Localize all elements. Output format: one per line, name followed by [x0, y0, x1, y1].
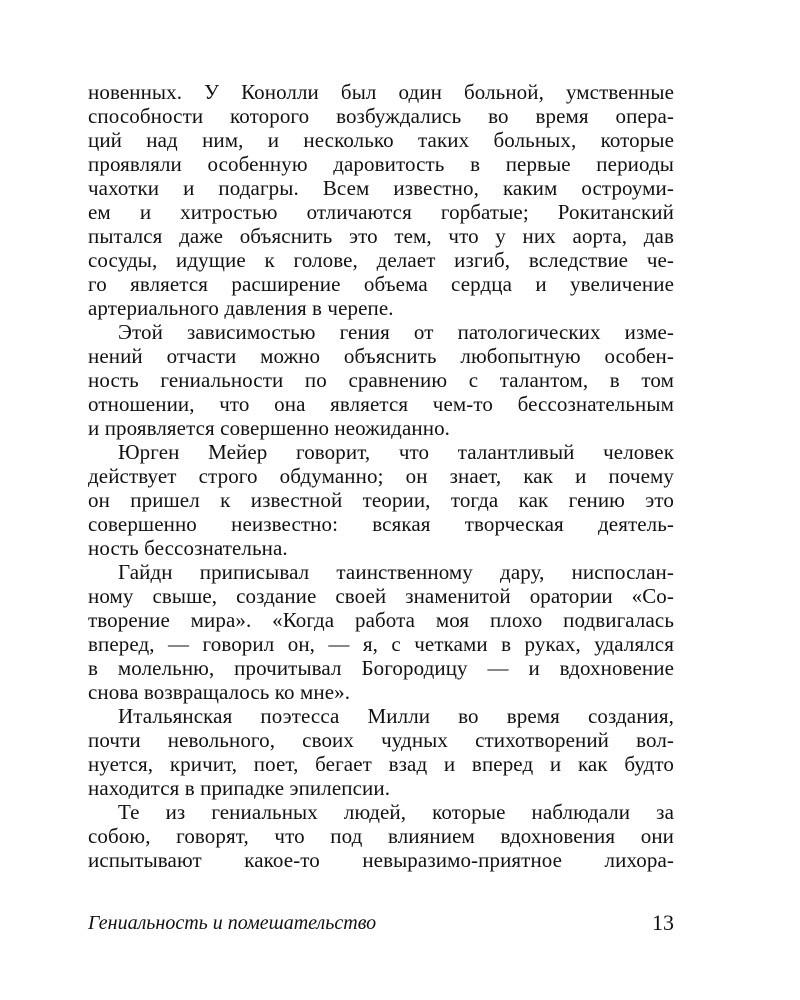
text-line: испытывают какое-то невыразимо-приятное лихора-	[88, 848, 674, 872]
text-line: творение мира». «Когда работа моя плохо подвигалась	[88, 608, 674, 632]
text-line: Итальянская поэтесса Милли во время создания,	[118, 704, 674, 728]
text-line: собою, говорят, что под влиянием вдохновения они	[88, 824, 674, 848]
text-line: Юрген Мейер говорит, что талантливый человек	[118, 440, 674, 464]
paragraph	[88, 440, 674, 560]
page-number: 13	[652, 910, 674, 935]
text-line: нений отчасти можно объяснить любопытную особен-	[88, 344, 674, 368]
running-title: Гениальность и помешательство	[88, 912, 377, 934]
paragraph	[88, 704, 674, 800]
text-line: совершенно неизвестно: всякая творческая деятель-	[88, 512, 674, 536]
text-line: сосуды, идущие к голове, делает изгиб, вследствие че-	[88, 248, 674, 272]
text-line: ность гениальности по сравнению с талантом, в том	[88, 368, 674, 392]
text-line: способности которого возбуждались во время опера-	[88, 104, 674, 128]
text-line: Те из гениальных людей, которые наблюдали за	[118, 800, 674, 824]
text-line: артериального давления в черепе.	[88, 296, 394, 320]
text-line: действует строго обдуманно; он знает, как и почему	[88, 464, 674, 488]
text-line: в молельню, прочитывал Богородицу — и вдохновение	[88, 656, 674, 680]
paragraph	[88, 560, 674, 704]
text-line: ем и хитростью отличаются горбатые; Рокитанский	[88, 200, 674, 224]
text-line: он пришел к известной теории, тогда как гению это	[88, 488, 674, 512]
page-footer	[88, 908, 674, 938]
paragraph	[88, 800, 674, 872]
text-line: почти невольного, своих чудных стихотворений вол-	[88, 728, 674, 752]
text-line: находится в припадке эпилепсии.	[88, 776, 391, 800]
text-line: и проявляется совершенно неожиданно.	[88, 416, 451, 440]
text-line: снова возвращалось ко мне».	[88, 680, 351, 704]
text-line: ций над ним, и несколько таких больных, которые	[88, 128, 674, 152]
text-line: го является расширение объема сердца и увеличение	[88, 272, 674, 296]
paragraph	[88, 80, 674, 320]
text-line: нуется, кричит, поет, бегает взад и вперед и как будто	[88, 752, 674, 776]
body-text	[88, 80, 674, 872]
text-line: вперед, — говорил он, — я, с четками в руках, удалялся	[88, 632, 674, 656]
text-line: новенных. У Конолли был один больной, умственные	[88, 80, 674, 104]
paragraph	[88, 320, 674, 440]
text-line: ность бессознательна.	[88, 536, 288, 560]
text-line: ному свыше, создание своей знаменитой оратории «Со-	[88, 584, 674, 608]
text-line: проявляли особенную даровитость в первые периоды	[88, 152, 674, 176]
text-line: отношении, что она является чем-то бессознательным	[88, 392, 674, 416]
text-line: пытался даже объяснить это тем, что у них аорта, дав	[88, 224, 674, 248]
text-line: Гайдн приписывал таинственному дару, ниспослан-	[118, 560, 674, 584]
text-line: Этой зависимостью гения от патологических изме-	[118, 320, 674, 344]
text-line: чахотки и подагры. Всем известно, каким остроуми-	[88, 176, 674, 200]
